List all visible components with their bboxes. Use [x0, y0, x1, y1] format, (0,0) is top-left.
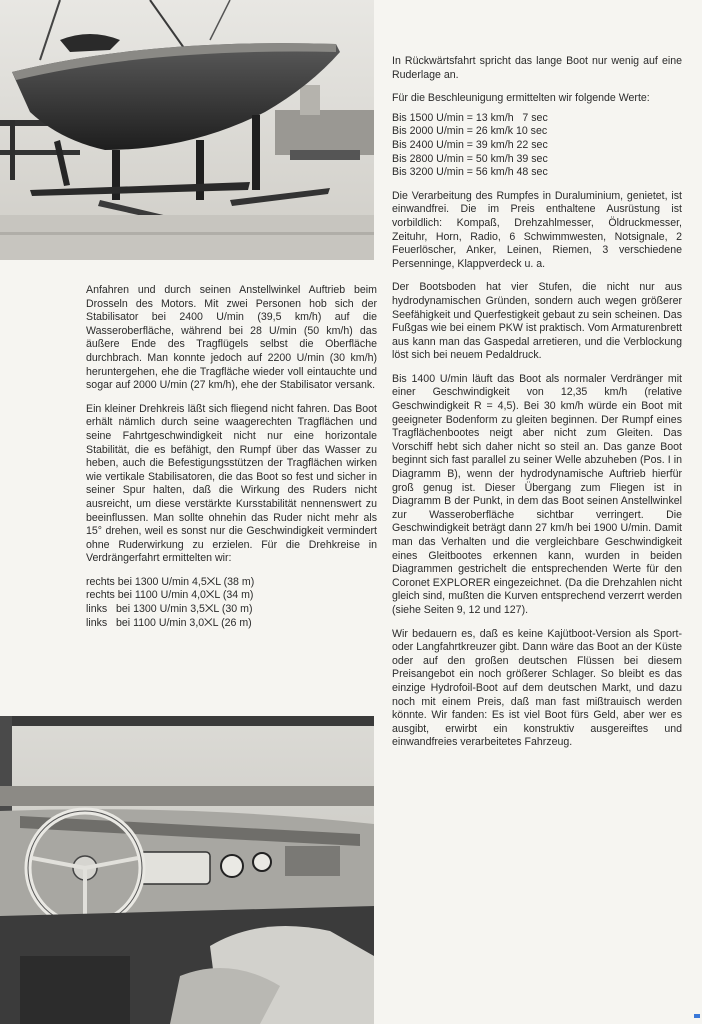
turning-circle-row: rechts bei 1100 U/min 4,0⨉L (34 m) — [86, 589, 254, 602]
turning-circle-row: links bei 1100 U/min 3,0⨉L (26 m) — [86, 616, 252, 629]
turning-circle-list — [86, 576, 377, 630]
boat-hull-illustration — [0, 0, 374, 260]
acceleration-row: Bis 2800 U/min = 50 km/h 39 sec — [392, 152, 548, 165]
paragraph-hull-steps: Der Bootsboden hat vier Stufen, die nicht nur aus hydrodynamischen Gründen, sondern auch wegen größerer Seefähigkeit und Querfestigkeit gebaut zu sein scheinen. Das Fußgas wie bei einem PKW ist praktisch. Vom Armaturenbrett aus kann man das Gaspedal arretieren, und die Verblockung löst sich bei neuem Pedaldruck. — [392, 281, 682, 362]
acceleration-row: Bis 2000 U/min = 26 km/k 10 sec — [392, 125, 548, 138]
acceleration-row: Bis 2400 U/min = 39 km/h 22 sec — [392, 138, 548, 151]
turning-circle-row: links bei 1300 U/min 3,5⨉L (30 m) — [86, 603, 253, 616]
acceleration-row: Bis 3200 U/min = 56 km/h 48 sec — [392, 166, 548, 179]
dashboard-photo — [0, 716, 374, 1024]
left-text-column — [86, 284, 377, 640]
corner-marker — [694, 1014, 700, 1018]
paragraph-turning: Ein kleiner Drehkreis läßt sich fliegend nicht fahren. Das Boot erhält nämlich durch seine waagerechten Tragflächen und seine Fahrtgeschwindigkeit nicht nur eine horizontale Stabilität, die es befähigt, den Rumpf über das Wasser zu heben, auch die Befestigungsstützen der Tragflächen wirken wie vertikale Stabilisatoren, die das Boot so fest und sicher in seiner Spur halten, daß die Wirkung des Ruders nicht ausreicht, um diese verstärkte Kursstabilität nennenswert zu beeinflussen. Man sollte ohnehin das Ruder nicht mehr als 15° drehen, weil es sonst nur die Geschwindigkeit vermindert ohne Ruderwirkung zu erzielen. Für die Drehkreise in Verdrängerfahrt ermittelten wir: — [86, 402, 377, 565]
acceleration-row: Bis 1500 U/min = 13 km/h 7 sec — [392, 111, 548, 124]
dashboard-illustration — [0, 716, 374, 1024]
paragraph-acceleration-intro: Für die Beschleunigung ermittelten wir folgende Werte: — [392, 92, 650, 105]
paragraph-reverse: In Rückwärtsfahrt spricht das lange Boot nur wenig auf eine Ruderlage an. — [392, 55, 682, 81]
turning-circle-row: rechts bei 1300 U/min 4,5⨉L (38 m) — [86, 575, 255, 588]
right-text-column — [392, 55, 682, 760]
paragraph-conclusion: Wir bedauern es, daß es keine Kajütboot-Version als Sport- oder Langfahrtkreuzer gibt. Dann wäre das Boot an der Küste oder auf den großen deutschen Flüssen bei diesem Preisangebot ein noch größerer Schlager. So bleibt es das einzige Hydrofoil-Boot auf dem deutschen Markt, und dazu noch mit einem Preis, daß man fast mißtrauisch werden könnte. Wir fanden: Es ist viel Boot fürs Geld, aber wer es ausgibt, erwirbt ein konstruktiv ausgereiftes und einwandfreies verarbeitetes Fahrzeug. — [392, 627, 682, 749]
paragraph-displacement: Bis 1400 U/min läuft das Boot als normaler Verdränger mit einer Geschwindigkeit von 12,35 km/h (relative Geschwindigkeit R = 4,5). Bei 30 km/h würde ein Boot mit geeigneter Bodenform zu gleiten beginnen. Der Rumpf eines Tragflächenbootes neigt aber nicht zum Gleiten. Das Vorschiff hebt sich daher nicht so steil an. Das ganze Boot beginnt sich fast parallel zu seiner Welle abzuheben (Pos. I in Diagramm B), wenn der hydrodynamische Auftrieb hierfür groß genug ist. Dieser Übergang zum Fliegen ist in Diagramm B der Punkt, in dem das Boot seinen Anstellwinkel zur Wasseroberfläche sichtbar verringert. Die Geschwindigkeit beträgt dann 27 km/h bei 1900 U/min. Damit man das Verhalten und die vergleichbare Geschwindigkeit eines Gleitbootes erkennen kann, wurden in beiden Diagrammen gestrichelt die entsprechenden Werte für den Coronet EXPLORER eingezeichnet. (Da die Drehzahlen nicht gleich sind, mußten die Kurven entsprechend verzerrt werden (siehe Seiten 9, 12 und 127). — [392, 372, 682, 616]
paragraph-takeoff: Anfahren und durch seinen Anstellwinkel Auftrieb beim Drosseln des Motors. Mit zwei Personen hob sich der Stabilisator bei 2400 U/min (39,5 km/h) auf die Wasseroberfläche, während bei 28 U/min (50 km/h) das äußere Ende des Tragflügels selbst die Oberfläche durchbrach. Man konnte jedoch auf 2200 U/min (30 km/h) heruntergehen, ehe die Tragfläche wieder voll eintauchte und sogar auf 2000 U/min (27 km/h), ehe der Stabilisator versank. — [86, 284, 377, 392]
paragraph-construction: Die Verarbeitung des Rumpfes in Duraluminium, genietet, ist einwandfrei. Die im Preis enthaltene Ausrüstung ist vorbildlich: Kompaß, Drehzahlmesser, Öldruckmesser, Zeituhr, Horn, Radio, 6 Schwimmwesten, Notsignale, 2 Feuerlöscher, Anker, Leinen, Riemen, 3 verschiedene Persenninge, Klappverdeck u. a. — [392, 189, 682, 270]
boat-hull-photo — [0, 0, 374, 260]
acceleration-list — [392, 112, 682, 180]
